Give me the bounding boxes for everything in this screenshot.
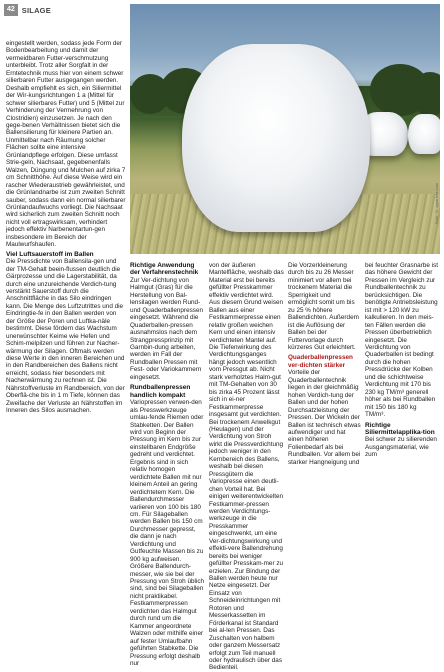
paragraph: Die Vorzerkleinerung durch bis zu 26 Messer minimiert vor allem bei trockenem Material die Sperrigkeit und ermöglicht somit um bis zu 25 % höhere Ballendichten. Außerdem ist die Auflösung der Ballen bei der Futtervorlage durch kürzeres Gut erleichtert. [288, 262, 359, 351]
paragraph: eingestellt werden, sodass jede Form der Bodenbearbeitung und damit der vermeidbaren Futter-verschmutzung unterbleibt. Trotz aller Sorgfalt in der Erntetechnik muss hier von einem schwer silierbaren Futter ausgegangen werden. Deshalb empfiehlt es sich, ein Siliermittel der Wir-kungsrichtungen 1 a (Mittel für schwer silierbares Futter) und 5 (Mittel zur Verhinderung der Vermehrung von Clostridien) einzusetzen. Je nach den gege-benen Verhältnissen bietet sich die Ballensilierung für kleinere Partien an. Unmittelbar nach Räumung solcher Flächen sollte eine intensive Grünlandpflege erfolgen. Diese umfasst Strie-geln, Nachsaat, gegebenenfalls Walzen, Düngung und Mulchen auf zirka 7 cm Schnitthöhe. Auf diese Weise wird ein rascher Wiederaustrieb gewährleistet, und die Grünlandnarbe ist zum zweiten Schnitt sauber, sodass dann ein normal silierbarer Grünlandaufwuchs vorliegt. Die Nachsaat wird sicherlich zum zweiten Schnitt noch nicht voll ertragswirksam, verhindert jedoch effektiv Narbenentartun-gen insbesondere im Bereich der Maulwurfshaufen. [6, 40, 126, 249]
column-3 [209, 262, 284, 672]
subheading: Richtige Anwendung der Verfahrenstechnik [130, 262, 199, 277]
column-1 [6, 40, 126, 415]
bale-background [408, 114, 440, 154]
paragraph: Zur Ver-dichtung von Halmgut (Gras) für die Herstellung von Bal-lensilagen werden Rund- und Quaderballenpressen eingesetzt. Während die Quaderballen-pressen ausnahmslos nach dem Strangpressprinzip mit Garnbin-dung arbeiten, werden im Fall der Rundballen Pressen mit Fest- oder Variokammern eingesetzt. [130, 276, 204, 381]
page-header [4, 4, 51, 16]
subheading: Rundballenpressen handlich kompakt [130, 384, 191, 399]
paragraph: von der äußeren Mantelfläche, weshalb das Material erst bei bereits gefüllter Presskammer effektiv verdichtet wird. Aus diesem Grund weisen Ballen aus einer Festkammerpresse einen relativ großen weichen Kern und einen intensiv verdichteten Mantel auf. Die Tiefenwirkung des Verdichtungsganges hängt jedoch wesentlich vom Pressgut ab. Nicht stark verholztes Halm-gut mit TM-Gehalten von 30 bis zirka 45 Prozent lässt sich in ei-ner Festkammerpresse insgesamt gut verdichten. Bei trockenem Anwelkgut (Heulagen) und der Verdichtung von Stroh wirkt die Pressverdichtung jedoch weniger in den Kernbereich des Ballens, weshalb bei diesen Pressgütern die Variopresse einen deutli-chen Vorteil hat. Bei einigen weiterentwickelten Festkammer-pressen werden Verdichtungs-werkzeuge in die Presskammer eingeschwenkt, um eine Ver-dichtungswirkung und effekti-vere Ballendrehung bereits bei weniger gefüllter Presskam-mer zu erzielen. Zur Bindung der Ballen werden heute nur Netze eingesetzt. Der Einsatz von Schneideinrichtungen mit Rotoren und Messerkassetten im Förderkanal ist Standard bei al-len Pressen. Das Zuschalten von halbem oder ganzem Messersatz erfolgt zum Teil manuell oder hydraulisch über das Bedienteil. [209, 262, 284, 672]
column-2 [130, 262, 205, 667]
paragraph: Die Pressdichte von Ballensila-gen und der TM-Gehalt beein-flussen deutlich die Gärprozesse und die Lagerstabilität, da durch eine unzureichende Verdich-tung verstärkt Sauerstoff durch die Anschnittfläche in das Silo eindringen kann. Die Menge des Luftzutrittes und die Eindringtie-fe in den Ballen werden von der Größe der Poren und Luftka-näle bestimmt. Diese fördern das Wachstum unerwünschter Keime wie Hefen und Schim-melpilzen und führen zur Nacher-wärmung der Silagen. Oftmals werden diese Werte in den inneren Bereichen und in den Randbereichen des Ballens nicht erreicht, sodass hier besonders mit Nacherwärmung zu rechnen ist. Die Nährstoffverluste im Randbereich, von der Oberflä-che bis in 1 m Tiefe, können das Zweifache der Verluste an Nährstoffen im Inneren des Silos ausmachen. [6, 258, 125, 415]
silage-bale-photo [130, 4, 440, 254]
column-4 [288, 262, 438, 466]
subheading: Richtige Siliermittelapplika-tion [365, 421, 435, 436]
paragraph: Vorteile der Quaderballentechnik liegen in der gleichmäßig hohen Verdich-tung der Ballen und der hohen Durchsatzleistung der Pressen. Der Wickeln der Ballen ist technisch etwas aufwendiger und hat einen höheren Folienbedarf als bei Rundballen. Vor allem bei starker Hangneigung und bei feuchter Grasnarbe ist das höhere Gewicht der Pressen im Vergleich zur Rundballentechnik zu berücksichtigen. Die benötigte Antriebsleistung ist mit > 120 kW zu kalkulieren. In den meis-ten Fällen werden die Pressen überbetrieblich eingesetzt. Die Verdichtung von Quaderballen ist bedingt durch die hohen Pressdrücke der Kolben und die schichtweise Verdichtung mit 170 bis 230 kg TM/m³ generell höher als bei Rundballen mit 150 bis 180 kg TM/m³. [288, 262, 438, 466]
page-number: 42 [4, 4, 18, 16]
section-title: SILAGE [21, 5, 51, 15]
bale-foreground [182, 44, 370, 232]
subheading: Quaderballenpressen ver-dichten stärker [288, 354, 353, 369]
paragraph: Bei schwer zu silierenden Ausgangsmaterial, wie zum [365, 436, 437, 459]
paragraph: Variopressen verwen-den als Presswerkzeuge umlau-fende Riemen oder Stabketten. Der Ballen wird von Beginn der Pressung im Kern bis zur einstellbaren Endgröße gedreht und verdichtet. Ergebnis sind in sich relativ homogen verdichtete Ballen mit nur kleinem Anteil an gering verdichtetem Kern. Die Ballendurchmesser variieren von 100 bis 180 cm. Für Silageballen werden Ballen bis 150 cm Durchmesser gepresst, die dann je nach Verdichtung und Gutfeuchte Massen bis zu 900 kg aufweisen. Größere Ballendurch-messer, wie sie bei der Pressung von Stroh üblich sind, sind bei Silageballen nicht praktikabel. Festkammerpressen verdichten das Halmgut durch rund um die Kammer angeordnete Walzen oder mithilfe einer auf fester Umlaufbahn geführten Stabkette. Die Pressung erfolgt deshalb nur [130, 399, 205, 668]
subheading: Viel Luftsauerstoff im Ballen [6, 250, 94, 258]
photo-credit: Foto: © agrarfoto.com [434, 182, 439, 224]
